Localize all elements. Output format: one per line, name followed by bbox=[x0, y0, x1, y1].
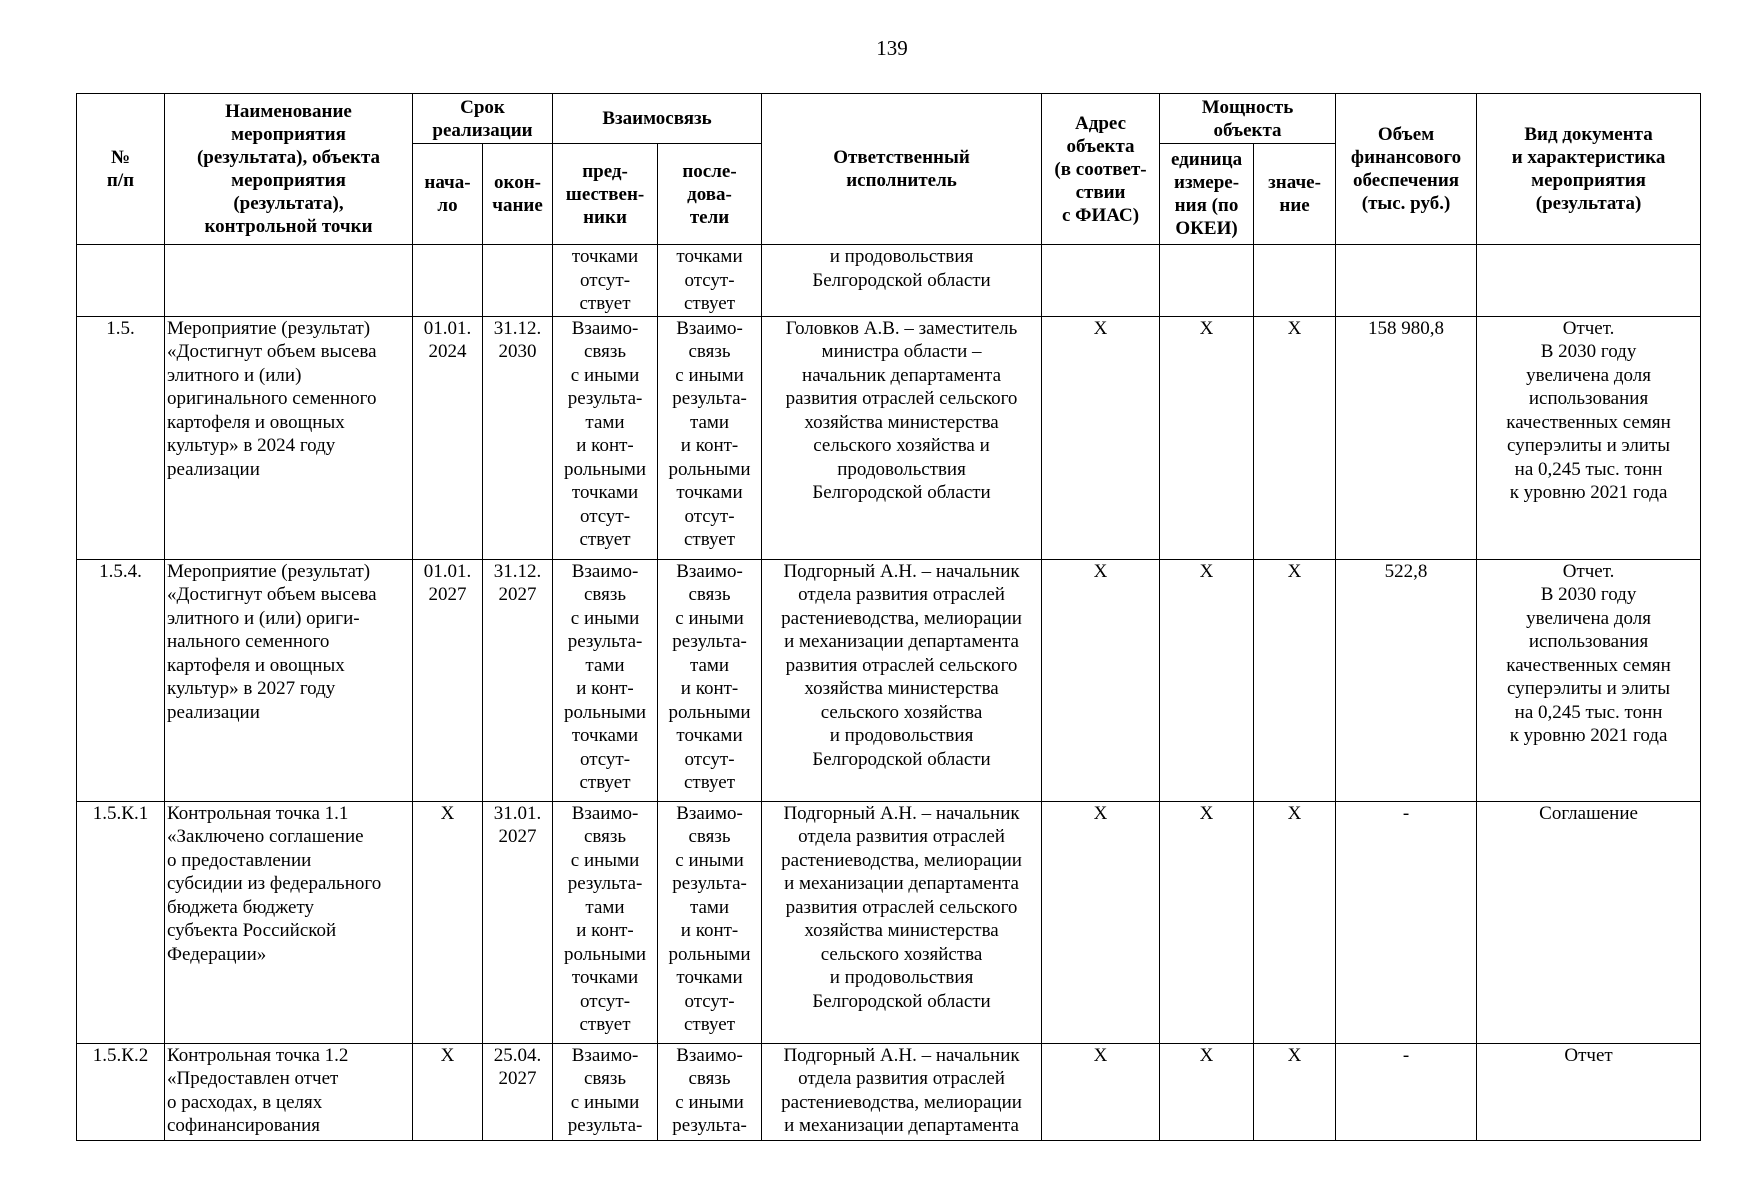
cell-unit: X bbox=[1160, 316, 1254, 559]
cell-next: Взаимо- связь с иными результа- тами и конт- рольными точками отсут- ствует bbox=[658, 801, 762, 1043]
cell-next: Взаимо- связь с иными результа- тами и конт- рольными точками отсут- ствует bbox=[658, 316, 762, 559]
cell-finance: 158 980,8 bbox=[1336, 316, 1477, 559]
header-finance: Объем финансового обеспечения (тыс. руб.) bbox=[1336, 94, 1477, 245]
cell-prev: Взаимо- связь с иными результа- тами и конт- рольными точками отсут- ствует bbox=[553, 559, 658, 801]
cell-name bbox=[165, 245, 413, 317]
activities-table bbox=[76, 93, 1701, 1141]
header-cap-value: значе- ние bbox=[1254, 144, 1336, 245]
cell-doc bbox=[1477, 245, 1701, 317]
cell-num: 1.5.К.2 bbox=[77, 1043, 165, 1140]
table-row bbox=[77, 316, 1701, 559]
header-link-prev: пред- шествен- ники bbox=[553, 144, 658, 245]
header-capacity: Мощность объекта bbox=[1160, 94, 1336, 144]
cell-unit bbox=[1160, 245, 1254, 317]
cell-start: 01.01. 2024 bbox=[413, 316, 483, 559]
cell-address: X bbox=[1042, 316, 1160, 559]
cell-prev: Взаимо- связь с иными результа- bbox=[553, 1043, 658, 1140]
cell-finance: - bbox=[1336, 1043, 1477, 1140]
table-row bbox=[77, 559, 1701, 801]
table-row bbox=[77, 245, 1701, 317]
cell-doc: Соглашение bbox=[1477, 801, 1701, 1043]
cell-responsible: и продовольствия Белгородской области bbox=[762, 245, 1042, 317]
table-row bbox=[77, 801, 1701, 1043]
header-num: № п/п bbox=[77, 94, 165, 245]
header-term-start: нача- ло bbox=[413, 144, 483, 245]
cell-unit: X bbox=[1160, 559, 1254, 801]
cell-address: X bbox=[1042, 801, 1160, 1043]
cell-responsible: Подгорный А.Н. – начальник отдела развития отраслей растениеводства, мелиорации и механизации департамента развития отраслей сельского хозяйства министерства сельского хозяйства и продовольствия Белгородской области bbox=[762, 559, 1042, 801]
cell-start bbox=[413, 245, 483, 317]
cell-address: X bbox=[1042, 1043, 1160, 1140]
cell-responsible: Подгорный А.Н. – начальник отдела развития отраслей растениеводства, мелиорации и механизации департамента развития отраслей сельского хозяйства министерства сельского хозяйства и продовольствия Белгородской области bbox=[762, 801, 1042, 1043]
cell-end: 31.12. 2027 bbox=[483, 559, 553, 801]
cell-start: X bbox=[413, 1043, 483, 1140]
cell-address bbox=[1042, 245, 1160, 317]
cell-unit: X bbox=[1160, 801, 1254, 1043]
cell-end: 31.12. 2030 bbox=[483, 316, 553, 559]
cell-end bbox=[483, 245, 553, 317]
cell-prev: точками отсут- ствует bbox=[553, 245, 658, 317]
header-cap-unit: единица измере- ния (по ОКЕИ) bbox=[1160, 144, 1254, 245]
header-term-end: окон- чание bbox=[483, 144, 553, 245]
cell-value: X bbox=[1254, 1043, 1336, 1140]
cell-value: X bbox=[1254, 801, 1336, 1043]
cell-num: 1.5.К.1 bbox=[77, 801, 165, 1043]
cell-end: 25.04. 2027 bbox=[483, 1043, 553, 1140]
header-term: Срок реализации bbox=[413, 94, 553, 144]
cell-prev: Взаимо- связь с иными результа- тами и конт- рольными точками отсут- ствует bbox=[553, 801, 658, 1043]
cell-doc: Отчет bbox=[1477, 1043, 1701, 1140]
header-doc-type: Вид документа и характеристика мероприятия (результата) bbox=[1477, 94, 1701, 245]
cell-address: X bbox=[1042, 559, 1160, 801]
cell-responsible: Головков А.В. – заместитель министра области – начальник департамента развития отраслей сельского хозяйства министерства сельского хозяйства и продовольствия Белгородской области bbox=[762, 316, 1042, 559]
cell-name: Мероприятие (результат) «Достигнут объем высева элитного и (или) ориги- нального семенного картофеля и овощных культур» в 2027 году реализации bbox=[165, 559, 413, 801]
cell-responsible: Подгорный А.Н. – начальник отдела развития отраслей растениеводства, мелиорации и механизации департамента bbox=[762, 1043, 1042, 1140]
cell-num: 1.5.4. bbox=[77, 559, 165, 801]
cell-next: Взаимо- связь с иными результа- тами и конт- рольными точками отсут- ствует bbox=[658, 559, 762, 801]
cell-start: 01.01. 2027 bbox=[413, 559, 483, 801]
cell-num bbox=[77, 245, 165, 317]
cell-prev: Взаимо- связь с иными результа- тами и конт- рольными точками отсут- ствует bbox=[553, 316, 658, 559]
cell-value bbox=[1254, 245, 1336, 317]
cell-num: 1.5. bbox=[77, 316, 165, 559]
cell-value: X bbox=[1254, 559, 1336, 801]
cell-name: Контрольная точка 1.2 «Предоставлен отчет о расходах, в целях софинансирования bbox=[165, 1043, 413, 1140]
cell-next: Взаимо- связь с иными результа- bbox=[658, 1043, 762, 1140]
page-number: 139 bbox=[876, 36, 908, 60]
table-row bbox=[77, 1043, 1701, 1140]
cell-name: Контрольная точка 1.1 «Заключено соглашение о предоставлении субсидии из федерального бюджета бюджету субъекта Российской Федерации» bbox=[165, 801, 413, 1043]
header-link: Взаимосвязь bbox=[553, 94, 762, 144]
cell-doc: Отчет. В 2030 году увеличена доля использования качественных семян суперэлиты и элиты на 0,245 тыс. тонн к уровню 2021 года bbox=[1477, 316, 1701, 559]
cell-doc: Отчет. В 2030 году увеличена доля использования качественных семян суперэлиты и элиты на 0,245 тыс. тонн к уровню 2021 года bbox=[1477, 559, 1701, 801]
cell-finance bbox=[1336, 245, 1477, 317]
cell-start: X bbox=[413, 801, 483, 1043]
header-address: Адрес объекта (в соответ- ствии с ФИАС) bbox=[1042, 94, 1160, 245]
header-name: Наименование мероприятия (результата), объекта мероприятия (результата), контрольной точки bbox=[165, 94, 413, 245]
cell-finance: 522,8 bbox=[1336, 559, 1477, 801]
cell-next: точками отсут- ствует bbox=[658, 245, 762, 317]
header-responsible: Ответственный исполнитель bbox=[762, 94, 1042, 245]
cell-name: Мероприятие (результат) «Достигнут объем высева элитного и (или) оригинального семенного картофеля и овощных культур» в 2024 году реализации bbox=[165, 316, 413, 559]
cell-end: 31.01. 2027 bbox=[483, 801, 553, 1043]
cell-value: X bbox=[1254, 316, 1336, 559]
table-header bbox=[77, 94, 1701, 245]
table-body bbox=[77, 245, 1701, 1141]
header-link-next: после- дова- тели bbox=[658, 144, 762, 245]
cell-finance: - bbox=[1336, 801, 1477, 1043]
cell-unit: X bbox=[1160, 1043, 1254, 1140]
